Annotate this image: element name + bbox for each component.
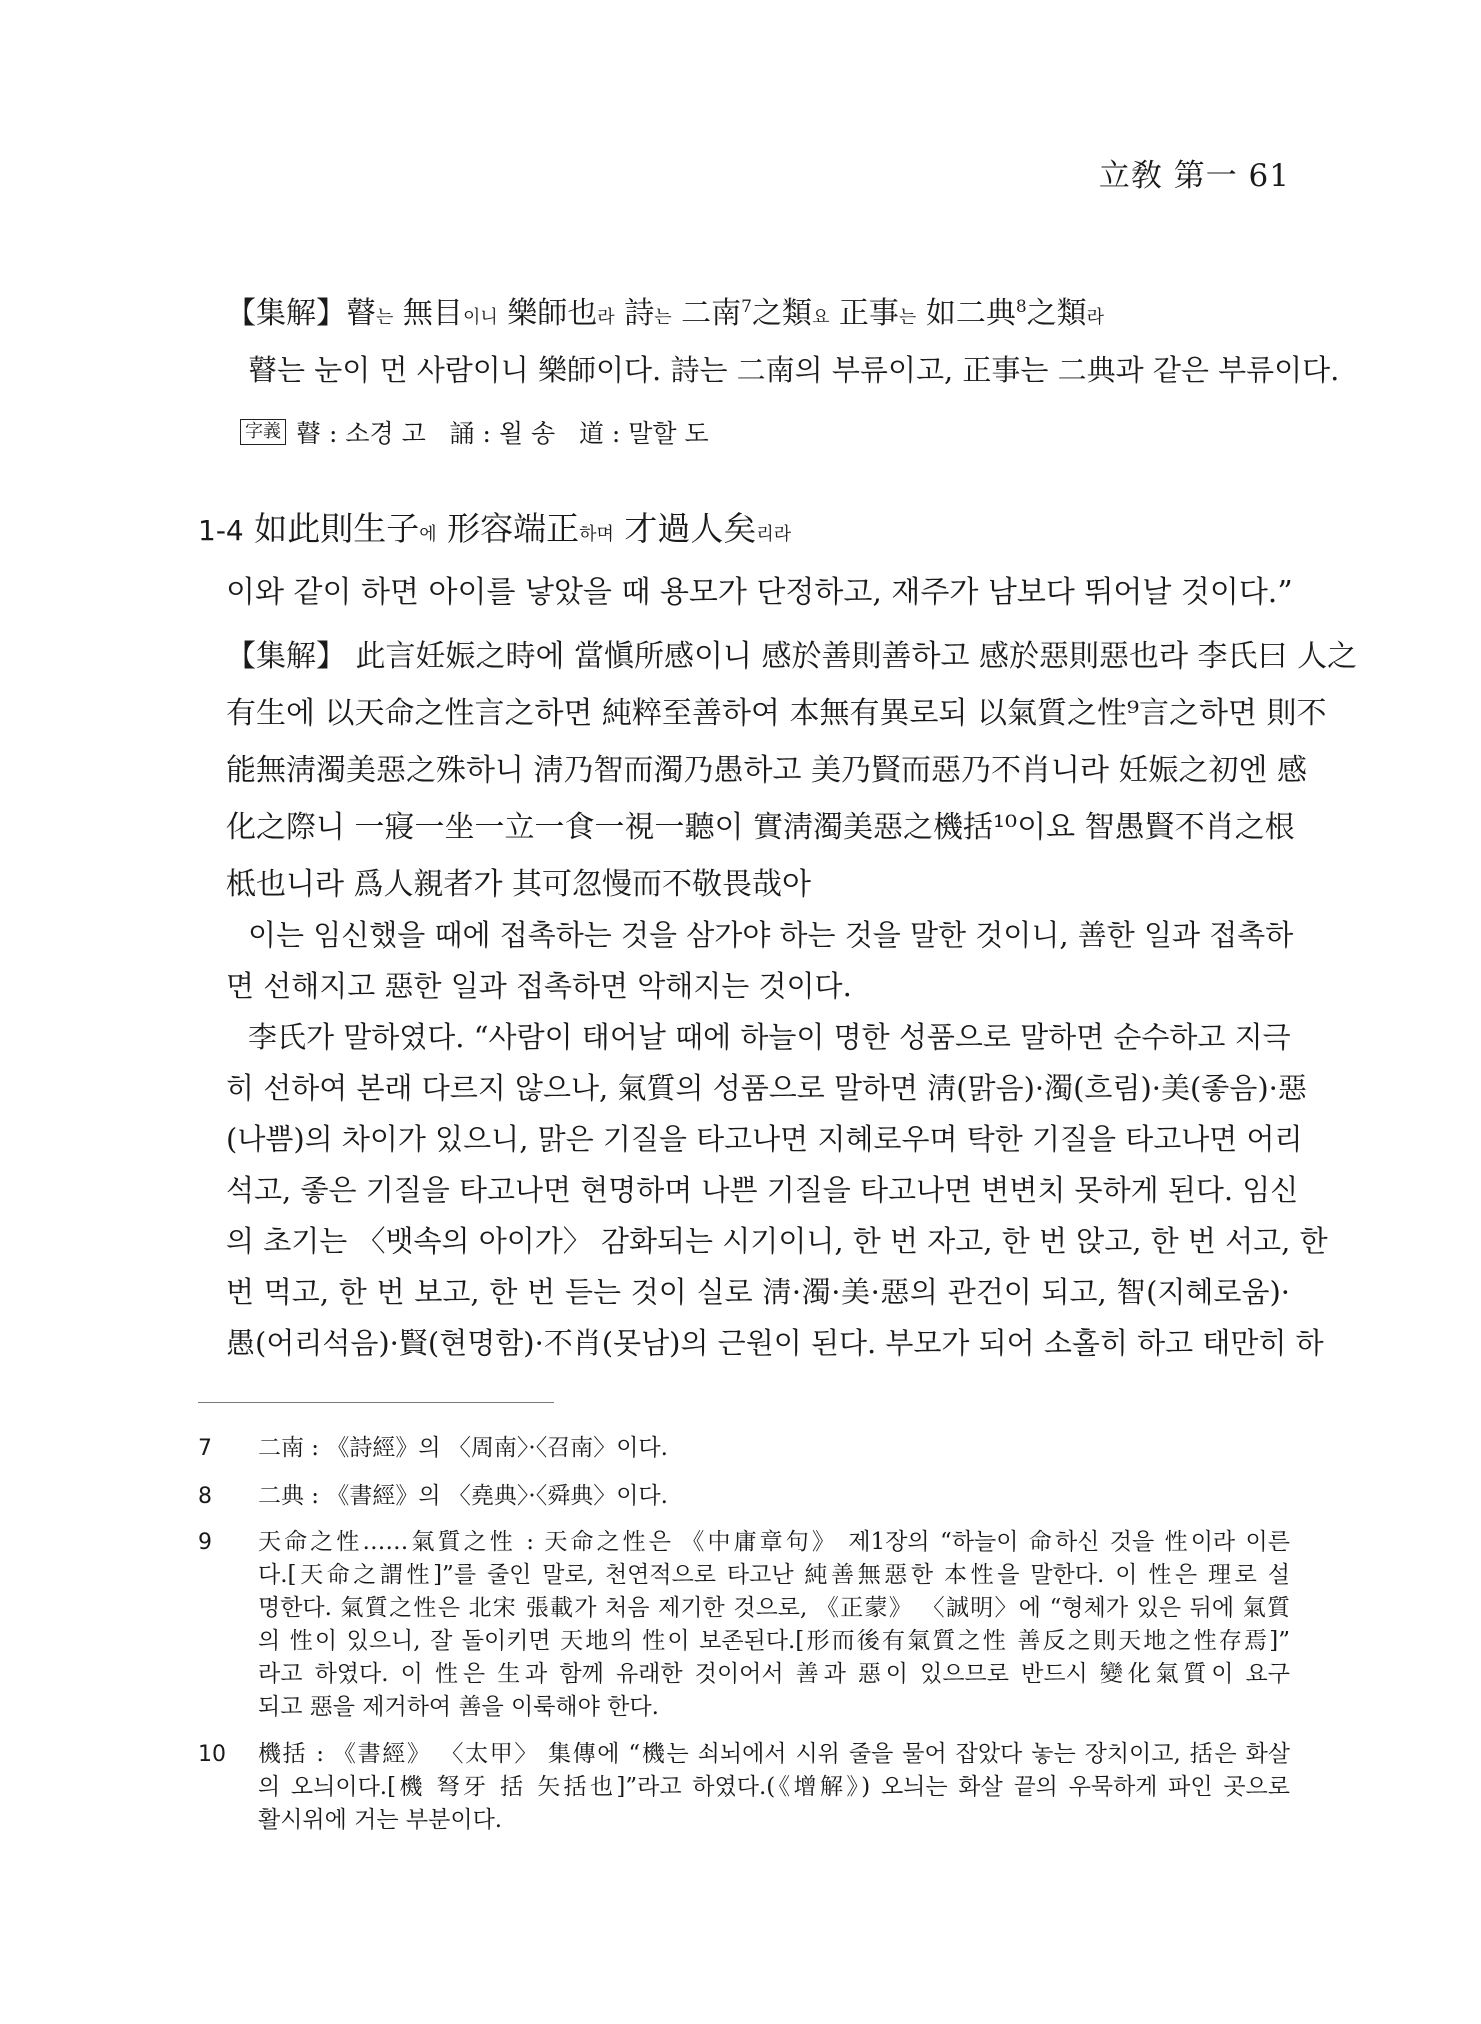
jijie-tag: 【集解】 (226, 296, 346, 331)
footnote-number: 10 (198, 1742, 226, 1767)
footnote-text: 활시위에 거는 부분이다. (258, 1807, 503, 1833)
jijie-1-seg: 之類 (1026, 296, 1087, 331)
ziyi-label: 字義 (240, 419, 286, 445)
translation-line: 의 초기는 〈뱃속의 아이가〉 감화되는 시기이니, 한 번 자고, 한 번 앉고, 한 번 서고, 한 (226, 1224, 1328, 1258)
section-seg: 才過人矣 (613, 509, 757, 548)
jijie-1-seg: 詩 (614, 296, 655, 331)
footnote-number: 8 (198, 1484, 212, 1509)
footnote-text: 되고 惡을 제거하여 善을 이룩해야 한다. (258, 1694, 659, 1720)
footnote-text: 명한다. 氣質之性은 北宋 張載가 처음 제기한 것으로, 《正蒙》 〈誠明〉에 “형체가 있은 뒤에 氣質 (258, 1595, 1290, 1621)
jijie-1-suffix: 라 (1086, 307, 1105, 328)
footnote-ref-8[interactable]: 8 (1015, 297, 1027, 317)
section-1-4-translation: 이와 같이 하면 아이를 낳았을 때 용모가 단정하고, 재주가 남보다 뛰어날 것이다.” (226, 575, 1293, 610)
footnote-divider (198, 1402, 554, 1403)
translation-line: 면 선해지고 惡한 일과 접촉하면 악해지는 것이다. (226, 969, 852, 1003)
section-seg: 形容端正 (436, 509, 580, 548)
jijie-1-suffix: 는 (376, 307, 394, 328)
footnote-8 (198, 1480, 1298, 1520)
footnote-number: 7 (198, 1436, 212, 1461)
ziyi-entries: 瞽 : 소경 고 誦 : 욀 송 道 : 말할 도 (296, 419, 709, 448)
section-suffix: 리라 (756, 524, 792, 545)
translation-line: 히 선하여 본래 다르지 않으나, 氣質의 성품으로 말하면 淸(맑음)·濁(흐림)·美(좋음)·惡 (226, 1071, 1307, 1105)
footnote-text: 天命之性……氣質之性 : 天命之性은 《中庸章句》 제1장의 “하늘이 命하신 것을 性이라 이른 (258, 1529, 1290, 1555)
jijie-1-suffix: 요 (811, 307, 830, 328)
footnote-text: 機括 : 《書經》 〈太甲〉 集傳에 “機는 쇠뇌에서 시위 줄을 물어 잡았다 놓는 장치이고, 括은 화살 (258, 1741, 1290, 1767)
section-seg: 如此則生子 (243, 509, 420, 548)
footnote-text: 二典 : 《書經》의 〈堯典〉·〈舜典〉이다. (258, 1483, 668, 1509)
translation-line: 愚(어리석음)·賢(현명함)·不肖(못남)의 근원이 된다. 부모가 되어 소홀히 하고 태만히 하 (226, 1326, 1324, 1360)
translation-line: (나쁨)의 차이가 있으니, 맑은 기질을 타고나면 지혜로우며 탁한 기질을 타고나면 어리 (226, 1122, 1303, 1156)
section-suffix: 에 (419, 524, 437, 545)
footnote-number: 9 (198, 1530, 212, 1555)
jijie-2-line: 有生에 以天命之性言之하면 純粹至善하여 本無有異로되 以氣質之性⁹言之하면 則不 (226, 696, 1327, 731)
jijie-2-line (226, 628, 1358, 685)
jijie-1-seg: 瞽 (346, 296, 376, 331)
jijie-2-line: 柢也니라 爲人親者가 其可忽慢而不敬畏哉아 (226, 867, 811, 902)
translation-line: 번 먹고, 한 번 보고, 한 번 듣는 것이 실로 淸·濁·美·惡의 관건이 되고, 智(지혜로움)· (226, 1275, 1290, 1309)
footnote-text: 二南 : 《詩經》의 〈周南〉·〈召南〉이다. (258, 1435, 668, 1461)
footnote-text: 의 오늬이다.[機 弩牙 括 矢括也]”라고 하였다.(《增解》) 오늬는 화살 끝의 우묵하게 파인 곳으로 (258, 1774, 1290, 1800)
footnote-text: 다.[天命之謂性]”를 줄인 말로, 천연적으로 타고난 純善無惡한 本性을 말한다. 이 性은 理로 설 (258, 1562, 1290, 1588)
translation-line: 석고, 좋은 기질을 타고나면 현명하며 나쁜 기질을 타고나면 변변치 못하게 된다. 임신 (226, 1173, 1299, 1207)
jijie-1-seg: 樂師也 (497, 296, 598, 331)
translation-line: 李氏가 말하였다. “사람이 태어날 때에 하늘이 명한 성품으로 말하면 순수하고 지극 (248, 1020, 1291, 1054)
jijie-2-text: 此言妊娠之時에 當愼所感이니 感於善則善하고 感於惡則惡也라 李氏曰 人之 (346, 639, 1358, 674)
section-1-4-original (198, 503, 791, 550)
footnote-9 (198, 1526, 1298, 1736)
jijie-1-seg: 正事 (829, 296, 899, 331)
jijie-2-line: 化之際니 一寢一坐一立一食一視一聽이 實淸濁美惡之機括¹⁰이요 智愚賢不肖之根 (226, 810, 1295, 845)
footnote-text: 라고 하였다. 이 性은 生과 함께 유래한 것이어서 善과 惡이 있으므로 반드시 變化氣質이 요구 (258, 1661, 1290, 1687)
footnote-text: 의 性이 있으니, 잘 돌이키면 天地의 性이 보존된다.[形而後有氣質之性 善反之則天地之性存焉]” (258, 1628, 1290, 1654)
jijie-tag: 【集解】 (226, 639, 346, 674)
footnote-10 (198, 1738, 1298, 1848)
jijie-1-seg: 如二典 (916, 296, 1016, 331)
jijie-2-original (226, 628, 1358, 913)
jijie-1-seg: 之類 (751, 296, 812, 331)
section-number: 1-4 (198, 514, 244, 547)
ziyi-glossary (240, 414, 709, 450)
section-suffix: 하며 (579, 524, 614, 545)
page-header: 立敎 第一 61 (1098, 158, 1290, 194)
jijie-1-suffix: 는 (654, 307, 672, 328)
jijie-1-seg: 無目 (393, 296, 463, 331)
jijie-1-suffix: 라 (597, 307, 615, 328)
footnote-ref-7[interactable]: 7 (741, 297, 752, 317)
translation-line: 이는 임신했을 때에 접촉하는 것을 삼가야 하는 것을 말한 것이니, 善한 일과 접촉하 (248, 918, 1294, 952)
jijie-1-original (226, 288, 1104, 332)
jijie-2-translation (226, 910, 1328, 1369)
footnote-7 (198, 1432, 1298, 1472)
jijie-1-suffix: 는 (898, 307, 917, 328)
jijie-1-suffix: 이니 (462, 307, 498, 328)
jijie-1-seg: 二南 (671, 296, 742, 331)
jijie-1-translation: 瞽는 눈이 먼 사람이니 樂師이다. 詩는 二南의 부류이고, 正事는 二典과 같은 부류이다. (248, 353, 1340, 387)
jijie-2-line: 能無淸濁美惡之殊하니 淸乃智而濁乃愚하고 美乃賢而惡乃不肖니라 妊娠之初엔 感 (226, 753, 1308, 788)
